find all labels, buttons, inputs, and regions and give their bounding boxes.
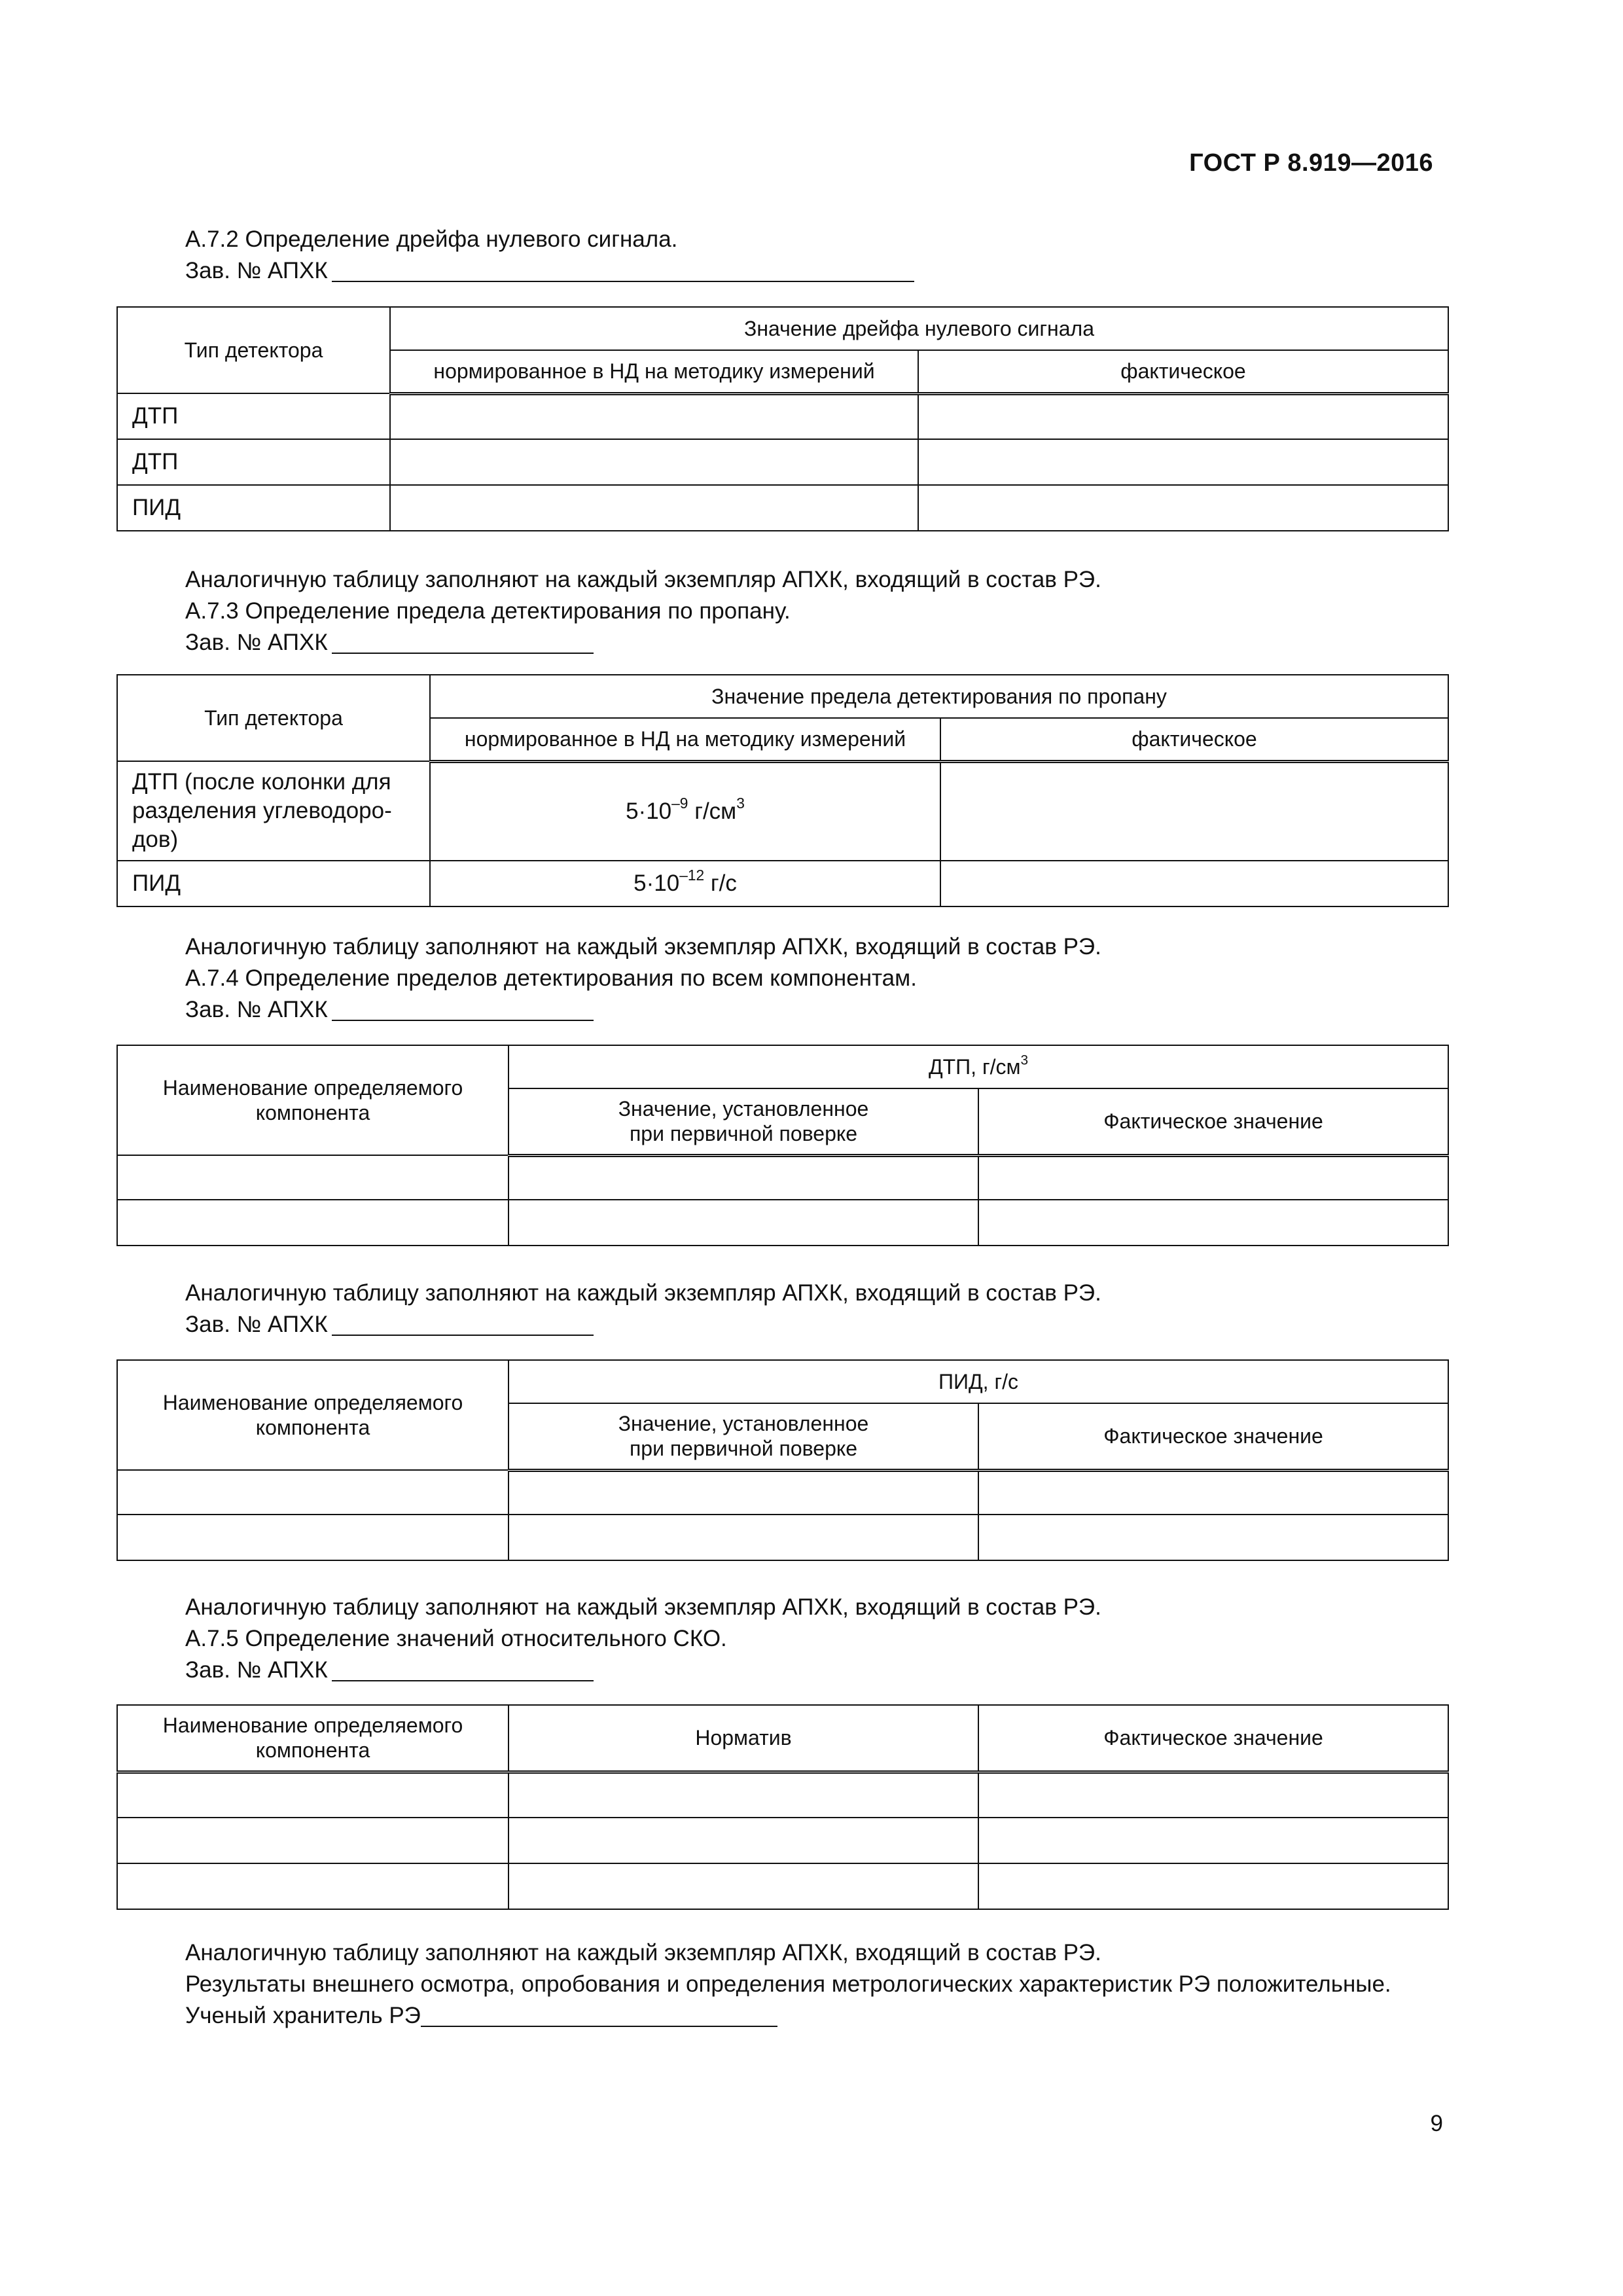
section-a75-serial	[185, 1655, 594, 1686]
section-a75-title: А.7.5 Определение значений относительного СКО.	[185, 1626, 727, 1651]
section-a74-serial-2	[185, 1309, 594, 1340]
component-cell[interactable]	[117, 1200, 508, 1246]
serial-blank-line[interactable]	[332, 630, 594, 654]
col-header-actual-value: Фактическое значение	[978, 1088, 1448, 1155]
col-header-actual: фактическое	[918, 350, 1448, 393]
col-header-actual-value: Фактическое значение	[978, 1705, 1448, 1772]
primary-value-cell[interactable]	[508, 1515, 978, 1560]
section-a74-note-2: Аналогичную таблицу заполняют на каждый экземпляр АПХК, входящий в состав РЭ.	[185, 1594, 1101, 1620]
normative-cell[interactable]	[390, 393, 918, 439]
actual-value-cell[interactable]	[978, 1155, 1448, 1200]
table-row	[117, 1772, 1448, 1818]
section-a72-note: Аналогичную таблицу заполняют на каждый экземпляр АПХК, входящий в состав РЭ.	[185, 567, 1101, 592]
group-header-pid: ПИД, г/с	[508, 1360, 1448, 1403]
table-row	[117, 1863, 1448, 1909]
table-detection-limit-propane	[116, 674, 1449, 907]
primary-value-cell[interactable]	[508, 1470, 978, 1515]
col-header-normative: нормированное в НД на методику измерений	[390, 350, 918, 393]
serial-blank-line[interactable]	[332, 1658, 594, 1681]
normative-cell[interactable]	[390, 485, 918, 531]
section-a73-serial	[185, 627, 594, 658]
actual-cell[interactable]	[940, 861, 1448, 906]
actual-cell[interactable]	[940, 761, 1448, 861]
norm-cell[interactable]	[508, 1818, 978, 1863]
col-header-primary-value: Значение, установленное при первичной поверке	[508, 1088, 978, 1155]
norm-cell[interactable]	[508, 1772, 978, 1818]
col-header-normative: нормированное в НД на методику измерений	[430, 718, 940, 761]
component-cell[interactable]	[117, 1818, 508, 1863]
detector-type-cell: ПИД	[117, 861, 430, 906]
actual-value-cell[interactable]	[978, 1515, 1448, 1560]
table-row	[117, 861, 1448, 906]
col-header-detector-type: Тип детектора	[117, 307, 390, 393]
actual-cell[interactable]	[918, 439, 1448, 485]
primary-value-cell[interactable]	[508, 1155, 978, 1200]
table-row	[117, 761, 1448, 861]
table-row	[117, 1818, 1448, 1863]
col-header-primary-value: Значение, установленное при первичной поверке	[508, 1403, 978, 1470]
actual-value-cell[interactable]	[978, 1818, 1448, 1863]
table-row	[117, 1155, 1448, 1200]
norm-cell[interactable]	[508, 1863, 978, 1909]
group-header-dtp: ДТП, $г/см^3$	[508, 1045, 1448, 1088]
normative-cell: $5\cdot 10^{-12}$ г/с	[430, 861, 940, 906]
actual-value-cell[interactable]	[978, 1772, 1448, 1818]
table-detection-limits-pid	[116, 1359, 1449, 1561]
table-relative-rsd	[116, 1704, 1449, 1910]
table-row	[117, 485, 1448, 531]
col-header-norm: Норматив	[508, 1705, 978, 1772]
normative-cell: $5\cdot 10^{-9}$ $г/см^3$	[430, 761, 940, 861]
actual-value-cell[interactable]	[978, 1200, 1448, 1246]
section-a73-title: А.7.3 Определение предела детектирования по пропану.	[185, 598, 791, 624]
component-cell[interactable]	[117, 1772, 508, 1818]
serial-label: Зав. № АПХК	[185, 1312, 328, 1337]
component-cell[interactable]	[117, 1863, 508, 1909]
component-cell[interactable]	[117, 1515, 508, 1560]
serial-blank-line[interactable]	[332, 997, 594, 1021]
detector-type-cell: ДТП	[117, 439, 390, 485]
table-row	[117, 1200, 1448, 1246]
col-header-detector-type: Тип детектора	[117, 675, 430, 761]
section-a72-title: А.7.2 Определение дрейфа нулевого сигнала.	[185, 226, 678, 252]
serial-blank-line[interactable]	[332, 1312, 594, 1336]
section-a72-serial	[185, 255, 914, 287]
table-detection-limits-dtp	[116, 1045, 1449, 1246]
custodian-label: Ученый хранитель РЭ	[185, 2003, 421, 2028]
custodian-signature-line	[185, 2000, 777, 2032]
col-header-component: Наименование определяемого компонента	[117, 1705, 508, 1772]
table-row	[117, 1515, 1448, 1560]
detector-type-cell: ДТП	[117, 393, 390, 439]
results-statement: Результаты внешнего осмотра, опробования и определения метрологических характеристик РЭ положительные.	[185, 1971, 1391, 1997]
signature-blank-line[interactable]	[421, 2003, 777, 2027]
table-zero-drift	[116, 306, 1449, 531]
document-code: ГОСТ Р 8.919—2016	[1189, 149, 1433, 177]
serial-label: Зав. № АПХК	[185, 258, 328, 283]
section-a75-note: Аналогичную таблицу заполняют на каждый экземпляр АПХК, входящий в состав РЭ.	[185, 1940, 1101, 1965]
col-header-actual: фактическое	[940, 718, 1448, 761]
primary-value-cell[interactable]	[508, 1200, 978, 1246]
section-a74-title: А.7.4 Определение пределов детектирования по всем компонентам.	[185, 965, 917, 991]
component-cell[interactable]	[117, 1155, 508, 1200]
detector-type-cell: ПИД	[117, 485, 390, 531]
table-row	[117, 1470, 1448, 1515]
actual-value-cell[interactable]	[978, 1470, 1448, 1515]
component-cell[interactable]	[117, 1470, 508, 1515]
section-a73-note: Аналогичную таблицу заполняют на каждый экземпляр АПХК, входящий в состав РЭ.	[185, 934, 1101, 960]
col-header-actual-value: Фактическое значение	[978, 1403, 1448, 1470]
page-number: 9	[1430, 2111, 1443, 2136]
section-a74-serial	[185, 994, 594, 1026]
actual-value-cell[interactable]	[978, 1863, 1448, 1909]
actual-cell[interactable]	[918, 485, 1448, 531]
table-row	[117, 393, 1448, 439]
group-header-detection-limit: Значение предела детектирования по пропану	[430, 675, 1448, 718]
serial-blank-line[interactable]	[332, 259, 914, 282]
normative-cell[interactable]	[390, 439, 918, 485]
detector-type-cell: ДТП (после колонки для разделения углеводоро-дов)	[117, 761, 430, 861]
col-header-component: Наименование определяемого компонента	[117, 1360, 508, 1470]
col-header-component: Наименование определяемого компонента	[117, 1045, 508, 1155]
table-row	[117, 439, 1448, 485]
group-header-zero-drift: Значение дрейфа нулевого сигнала	[390, 307, 1448, 350]
section-a74-note-1: Аналогичную таблицу заполняют на каждый экземпляр АПХК, входящий в состав РЭ.	[185, 1280, 1101, 1306]
actual-cell[interactable]	[918, 393, 1448, 439]
serial-label: Зав. № АПХК	[185, 1657, 328, 1683]
serial-label: Зав. № АПХК	[185, 997, 328, 1022]
serial-label: Зав. № АПХК	[185, 630, 328, 655]
